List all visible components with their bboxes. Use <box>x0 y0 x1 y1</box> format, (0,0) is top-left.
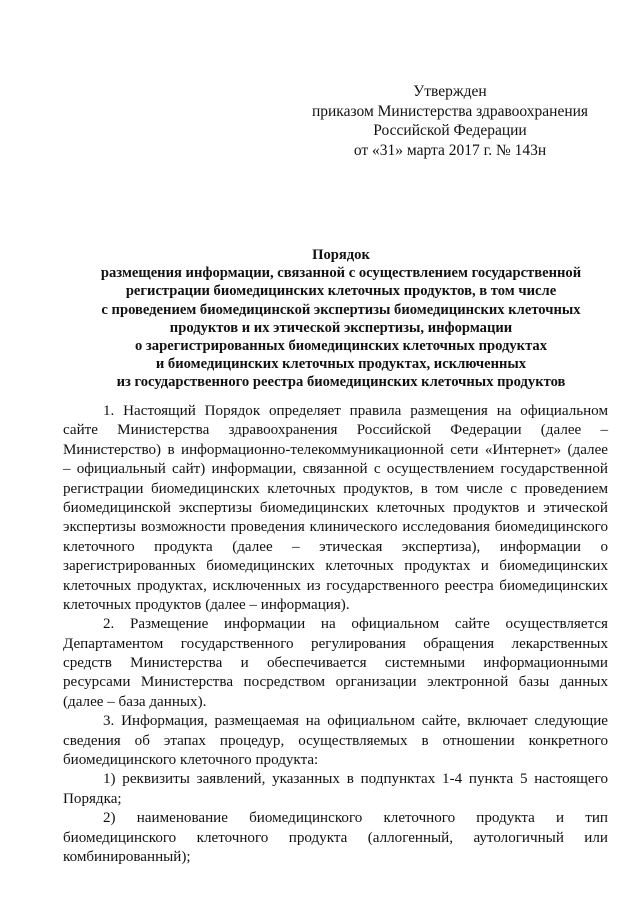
title-line: с проведением биомедицинской экспертизы биомедицинских клеточных <box>101 301 581 318</box>
subitem-2 <box>63 809 608 867</box>
text-line: 2) наименование биомедицинского клеточного продукта и тип <box>103 810 608 827</box>
text-line: экспертизы возможности проведения клинического исследования биомедицинского <box>63 519 608 536</box>
title-line: и биомедицинских клеточных продуктах, исключенных <box>155 356 527 373</box>
text-line: биомедицинского клеточного продукта (аллогенный, аутологичный или <box>63 829 608 846</box>
text-line: биомедицинской экспертизы биомедицинских клеточных продуктов и этической <box>63 499 608 516</box>
document-title <box>60 246 622 392</box>
text-line: клеточных продуктов (далее – информация). <box>63 596 350 613</box>
text-line: средств Министерства и обеспечивается системными информационными <box>63 655 608 672</box>
title-line: размещения информации, связанной с осуществлением государственной <box>100 265 582 282</box>
text-line: сведения об этапах процедур, осуществляемых в отношении конкретного <box>63 732 608 749</box>
approval-line: Утвержден <box>413 83 487 100</box>
paragraph-1 <box>63 402 608 615</box>
text-line: 1) реквизиты заявлений, указанных в подпунктах 1-4 пункта 5 настоящего <box>103 771 608 788</box>
title-line: из государственного реестра биомедицинских клеточных продуктов <box>116 374 566 391</box>
text-line: (далее – база данных). <box>63 693 207 710</box>
approval-stamp <box>300 82 600 160</box>
approval-line: от «31» марта 2017 г. № 143н <box>353 141 547 159</box>
subitem-1 <box>63 770 608 809</box>
text-line: клеточного продукта (далее – этическая экспертиза), информации о <box>63 538 608 555</box>
text-line: 1. Настоящий Порядок определяет правила размещения на официальном <box>103 403 608 419</box>
paragraph-3 <box>63 712 608 770</box>
text-line: 3. Информация, размещаемая на официальном сайте, включает следующие <box>103 713 608 730</box>
approval-line: приказом Министерства здравоохранения <box>311 102 589 120</box>
text-line: 2. Размещение информации на официальном сайте осуществляется <box>103 616 608 633</box>
title-line: о зарегистрированных биомедицинских клеточных продуктах <box>134 338 548 355</box>
text-line: ресурсами Министерства посредством организации электронной базы данных <box>63 674 608 691</box>
text-line: – официальный сайт) информации, связанной с осуществлением государственной <box>63 461 608 478</box>
text-line: биомедицинского клеточного продукта: <box>63 752 319 769</box>
text-line: Департаментом государственного регулирования обращения лекарственных <box>63 635 608 652</box>
text-line: Министерство) в информационно-телекоммуникационной сети «Интернет» (далее <box>63 441 608 458</box>
paragraph-2 <box>63 615 608 712</box>
approval-line: Российской Федерации <box>373 122 527 139</box>
title-line: Порядок <box>312 247 370 263</box>
document-body <box>63 402 608 867</box>
title-line: продуктов и их этической экспертизы, информации <box>169 319 513 336</box>
text-line: сайте Министерства здравоохранения Российской Федерации (далее – <box>63 422 608 439</box>
text-line: клеточных продуктах, исключенных из государственного реестра биомедицинских <box>63 577 608 594</box>
text-line: комбинированный); <box>63 848 191 865</box>
text-line: зарегистрированных биомедицинских клеточных продуктах и биомедицинских <box>63 558 608 575</box>
title-line: регистрации биомедицинских клеточных продуктов, в том числе <box>125 283 557 300</box>
text-line: регистрации биомедицинских клеточных продуктов, в том числе с проведением <box>63 480 608 497</box>
text-line: Порядка; <box>63 790 122 807</box>
